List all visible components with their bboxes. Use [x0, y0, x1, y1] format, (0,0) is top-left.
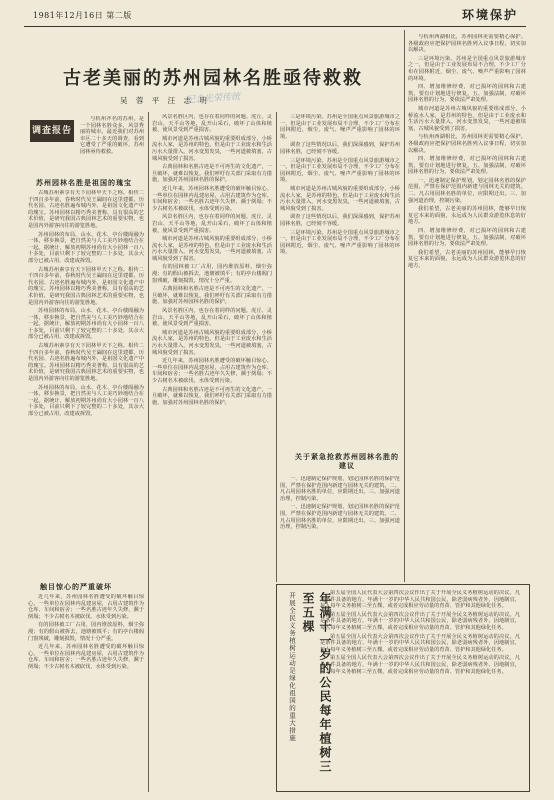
paragraph: 近几年来，苏州园林名胜遭受的破坏触目惊心。一些单位在园林内乱建房屋，占用古建筑作为仓库、车间和宿舍；一些名胜古迹年久失修，濒于倒塌；不少古树名木被砍伐，水体受到污染。: [152, 358, 272, 384]
paragraph: 古城苏州素享有天下园林甲天下之称。相传二千四百多年前，春秋时代吴王阖闾在这里建都，历代名园、古迹名胜遍布城内外，是祖国文化遗产中的瑰宝。苏州园林以精巧秀美著称，具有很高的艺术价值，是研究我国古典园林艺术的重要实物，也是国内外游客向往的游览胜地。: [28, 190, 144, 229]
subhead-suggestions: 关于紧急抢救苏州园林名胜的建议: [295, 452, 399, 470]
paragraph: 近几年来，苏州园林名胜遭受的破坏触目惊心。一些单位在园林内乱建房屋，占用古建筑作为仓库、车间和宿舍；一些名胜古迹年久失修，濒于倒塌；不少古树名木被砍伐，水体受到污染。: [28, 644, 144, 670]
paragraph: 三是环境污染。苏州是全国重点风景旅游城市之一，但是由于工业发展布局不合理，不少工厂分布在园林附近，烟尘、废气、噪声严重影响了园林的环境。: [408, 55, 526, 82]
paragraph: 第五届全国人民代表大会第四次会议作出了关于开展全民义务植树运动的决议。凡是条件具备的地方，年满十一岁的中华人民共和国公民，除老弱病残者外，因地制宜，每人每年义务植树三至五棵，或者完成相应劳动量的育苗、管护和其他绿化任务。: [320, 611, 520, 631]
paragraph: 三是环境污染。苏州是全国重点风景旅游城市之一，但是由于工业发展布局不合理，不少工厂分布在园林附近，烟尘、废气、噪声严重影响了园林的环境。: [280, 229, 400, 256]
paragraph: 第五届全国人民代表大会第四次会议作出了关于开展全民义务植树运动的决议。凡是条件具备的地方，年满十一岁的中华人民共和国公民，除老弱病残者外，因地制宜，每人每年义务植树三至五棵，或者完成相应劳动量的育苗、管护和其他绿化任务。: [320, 655, 520, 675]
paragraph: 四、增加维修经费，对已损坏的园林和古建筑，要有计划地进行修复。五、加强法制，对破坏园林名胜的行为，要依法严肃处理。: [408, 156, 526, 176]
column-2: [152, 114, 272, 790]
paragraph: 苏州园林的布局，山水、花木、亭台楼阁融为一体，移步换景，把自然美与人工美巧妙地结合在一起。据统计，解放初期苏州尚有大小园林一百八十多处，目前只剩下了较完整的二十多处，其余大部分已被占用、改建或拆毁。: [28, 308, 144, 341]
paragraph: 苏州园林的布局，山水、花木、亭台楼阁融为一体，移步换景，把自然美与人工美巧妙地结合在一起。据统计，解放初期苏州尚有大小园林一百八十多处，目前只剩下了较完整的二十多处，其余大部分已被占用、改建或拆毁。: [28, 384, 144, 417]
paragraph: 第五届全国人民代表大会第四次会议作出了关于开展全民义务植树运动的决议。凡是条件具备的地方，年满十一岁的中华人民共和国公民，除老弱病残者外，因地制宜，每人每年义务植树三至五棵，或者完成相应劳动量的育苗、管护和其他绿化任务。: [320, 633, 520, 653]
subhead-damage: 触目惊心的严重破坏: [40, 582, 112, 591]
article-byline: 吴 蓉 平 汪 志 明: [120, 96, 210, 105]
column-3-lower: [280, 476, 400, 580]
column-1: [28, 190, 144, 575]
article-title: 古老美丽的苏州园林名胜亟待救救: [63, 68, 363, 89]
paragraph: 调查了这些情况以后，我们深深感到，保护苏州园林名胜，已经刻不容缓。: [280, 214, 400, 227]
paragraph: 城市河道是苏州古城风貌的重要组成部分，小桥流水人家，是苏州的特色。但是由于工业废水和生活污水大量排入，河水变黑发臭，一些河道被填塞，古城风貌受到了损害。: [152, 135, 272, 162]
column-1-lower: [28, 594, 144, 790]
column-divider: [276, 112, 277, 582]
paragraph: 苏州园林的布局，山水、花木、亭台楼阁融为一体，移步换景，把自然美与人工美巧妙地结合在一起。据统计，解放初期苏州尚有大小园林一百八十多处，目前只剩下了较完整的二十多处，其余大部分已被占用、改建或拆毁。: [28, 231, 144, 264]
column-divider: [404, 30, 405, 582]
paragraph: 城市河道是苏州古城风貌的重要组成部分，小桥流水人家，是苏州的特色。但是由于工业废水和生活污水大量排入，河水变黑发臭，一些河道被填塞，古城风貌受到了损害。: [152, 236, 272, 262]
paragraph: 一、迅速制定保护规划，划定园林名胜的保护范围，严禁在保护范围内新建与园林无关的建筑。二、凡占用园林名胜的单位，应限期迁出。三、加强河道治理，控制污染。: [408, 177, 526, 204]
paragraph: 我们希望，古老美丽的苏州园林，能够早日恢复它本来的面貌，永远成为人民群众游览休息的好地方。: [408, 249, 526, 269]
paragraph: 三是环境污染。苏州是全国重点风景旅游城市之一，但是由于工业发展布局不合理，不少工厂分布在园林附近，烟尘、废气、噪声严重影响了园林的环境。: [280, 114, 400, 140]
paragraph: 古城苏州素享有天下园林甲天下之称。相传二千四百多年前，春秋时代吴王阖闾在这里建都，历代名园、古迹名胜遍布城内外，是祖国文化遗产中的瑰宝。苏州园林以精巧秀美著称，具有很高的艺术价值，是研究我国古典园林艺术的重要实物，也是国内外游客向往的游览胜地。: [28, 343, 144, 383]
paragraph: 城市河道是苏州古城风貌的重要组成部分，小桥流水人家，是苏州的特色。但是由于工业废水和生活污水大量排入，河水变黑发臭，一些河道被填塞，古城风貌受到了损害。: [280, 185, 400, 212]
paragraph: 城市河道是苏州古城风貌的重要组成部分，小桥流水人家，是苏州的特色。但是由于工业废水和生活污水大量排入，河水变黑发臭，一些河道被填塞，古城风貌受到了损害。: [408, 105, 526, 132]
paragraph: 古城苏州素享有天下园林甲天下之称。相传二千四百多年前，春秋时代吴王阖闾在这里建都，历代名园、古迹名胜遍布城内外，是祖国文化遗产中的瑰宝。苏州园林以精巧秀美著称，具有很高的艺术价值，是研究我国古典园林艺术的重要实物，也是国内外游客向往的游览胜地。: [28, 266, 144, 306]
paragraph: 我们希望，古老美丽的苏州园林，能够早日恢复它本来的面貌，永远成为人民群众游览休息的好地方。: [408, 206, 526, 226]
paragraph: 古典园林和名胜古迹是不可再生的文化遗产，一旦破坏，就难以恢复。我们呼吁有关部门采取有力措施，加强对苏州园林名胜的保护。: [152, 164, 272, 184]
column-3: [280, 114, 400, 444]
handwritten-stamp: 纪念光荣传统: [185, 92, 241, 106]
paragraph: 古典园林和名胜古迹是不可再生的文化遗产，一旦破坏，就难以恢复。我们呼吁有关部门采取有力措施，加强对苏州园林名胜的保护。: [152, 286, 272, 306]
paragraph: 风景名胜区内，也存在着同样的问题。虎丘、灵岩山、天平山等地，乱开山采石，破坏了山体和植被，使风景受到严重损害。: [152, 214, 272, 234]
paragraph: 四、增加维修经费，对已损坏的园林和古建筑，要有计划地进行修复。五、加强法制，对破坏园林名胜的行为，要依法严肃处理。: [408, 84, 526, 104]
paragraph: 城市河道是苏州古城风貌的重要组成部分，小桥流水人家，是苏州的特色。但是由于工业废水和生活污水大量排入，河水变黑发臭，一些河道被填塞，古城风貌受到了损害。: [152, 329, 272, 356]
intro-paragraph: 与杭州齐名的苏州，是一个园林名胜众多，风景秀丽的城市。最近我们对苏州市区二十多天的调查，看到它遭受了严重的破坏，苏州园林亟待救救。: [80, 116, 144, 155]
paragraph: 与杭州西湖相比，苏州园林更需要精心保护。各级政府应把保护园林名胜列入议事日程，切实加以解决。: [408, 134, 526, 154]
box-body: [320, 590, 520, 786]
paragraph: 风景名胜区内，也存在着同样的问题。虎丘、灵岩山、天平山等地，乱开山采石，破坏了山体和植被，使风景受到严重损害。: [152, 308, 272, 328]
section-title: 环境保护: [461, 8, 518, 22]
paragraph: 一、迅速制定保护规划，划定园林名胜的保护范围，严禁在保护范围内新建与园林无关的建筑。二、凡占用园林名胜的单位，应限期迁出。三、加强河道治理，控制污染。: [280, 476, 400, 502]
paragraph: 一、迅速制定保护规划，划定园林名胜的保护范围，严禁在保护范围内新建与园林无关的建筑。二、凡占用园林名胜的单位，应限期迁出。三、加强河道治理，控制污染。: [280, 504, 400, 531]
paragraph: 风景名胜区内，也存在着同样的问题。虎丘、灵岩山、天平山等地，乱开山采石，破坏了山体和植被，使风景受到严重损害。: [152, 114, 272, 134]
paragraph: 调查了这些情况以后，我们深深感到，保护苏州园林名胜，已经刻不容缓。: [280, 142, 400, 155]
paragraph: 三是环境污染。苏州是全国重点风景旅游城市之一，但是由于工业发展布局不合理，不少工厂分布在园林附近，烟尘、废气、噪声严重影响了园林的环境。: [280, 157, 400, 184]
paragraph: 古典园林和名胜古迹是不可再生的文化遗产，一旦破坏，就难以恢复。我们呼吁有关部门采取有力措施，加强对苏州园林名胜的保护。: [152, 386, 272, 406]
paragraph: 有的园林被工厂占用，园内堆放原料，烟尘弥漫；有的假山被拆去，池塘被填平；有的亭台楼阁门窗残破，雕刻损毁，情况十分严重。: [152, 264, 272, 284]
header-rule: [24, 26, 526, 27]
paragraph: 有的园林被工厂占用，园内堆放原料，烟尘弥漫；有的假山被拆去，池塘被填平；有的亭台楼阁门窗残破，雕刻损毁，情况十分严重。: [28, 622, 144, 642]
paragraph: 近几年来，苏州园林名胜遭受的破坏触目惊心。一些单位在园林内乱建房屋，占用古建筑作为仓库、车间和宿舍；一些名胜古迹年久失修，濒于倒塌；不少古树名木被砍伐，水体受到污染。: [28, 594, 144, 620]
paragraph: 近几年来，苏州园林名胜遭受的破坏触目惊心。一些单位在园林内乱建房屋，占用古建筑作为仓库、车间和宿舍；一些名胜古迹年久失修，濒于倒塌；不少古树名木被砍伐，水体受到污染。: [152, 185, 272, 212]
box-title: 年满十一岁的公民每年植树三至五棵: [301, 592, 332, 774]
column-divider: [148, 112, 149, 792]
issue-date: 1981年12月16日 第二版: [33, 11, 132, 20]
report-badge: 调查报告: [30, 120, 74, 142]
paragraph: 第五届全国人民代表大会第四次会议作出了关于开展全民义务植树运动的决议。凡是条件具备的地方，年满十一岁的中华人民共和国公民，除老弱病残者外，因地制宜，每人每年义务植树三至五棵，或者完成相应劳动量的育苗、管护和其他绿化任务。: [320, 590, 520, 610]
paragraph: 四、增加维修经费，对已损坏的园林和古建筑，要有计划地进行修复。五、加强法制，对破坏园林名胜的行为，要依法严肃处理。: [408, 228, 526, 248]
subhead-treasure: 苏州园林名胜是祖国的瑰宝: [36, 178, 132, 187]
intro-text: [80, 116, 144, 156]
box-subtitle: 开展全民义务植树运动是绿化祖国的重大措施: [288, 592, 296, 742]
column-4: [408, 34, 526, 582]
paragraph: 与杭州西湖相比，苏州园林更需要精心保护。各级政府应把保护园林名胜列入议事日程，切实加以解决。: [408, 34, 526, 54]
